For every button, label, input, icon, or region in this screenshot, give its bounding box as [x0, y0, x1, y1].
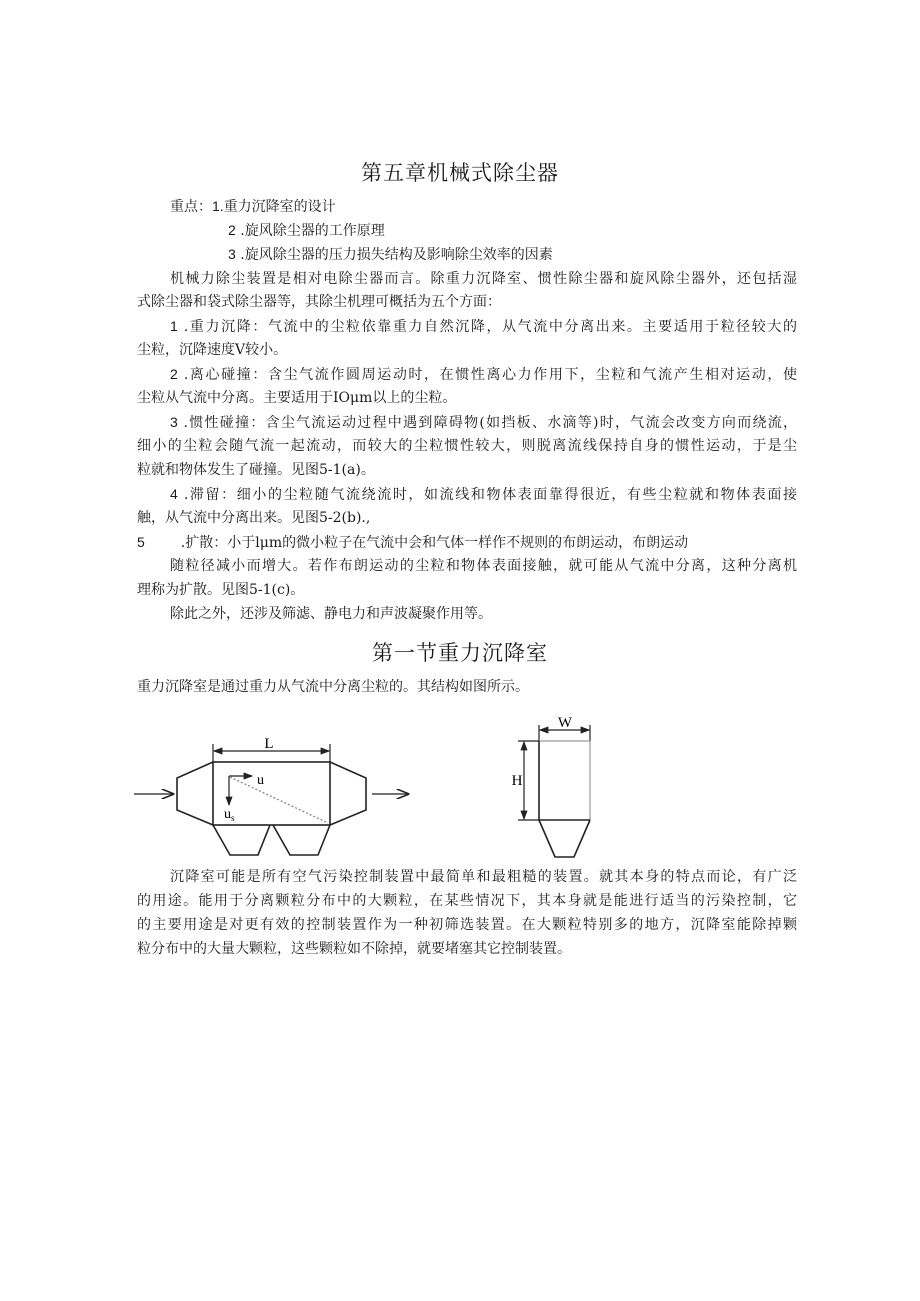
- key-point-text: .旋风除尘器的压力损失结构及影响除尘效率的因素: [240, 247, 553, 263]
- mechanism-4-line-1: [170, 482, 797, 507]
- mechanism-1-line-1: [170, 314, 797, 339]
- label-W: W: [557, 715, 573, 731]
- mechanism-num: 5: [137, 534, 145, 550]
- mechanism-text: .离心碰撞：含尘气流作圆周运动时，在惯性离心力作用下，尘粒和气流产生相对运动，使: [183, 367, 797, 383]
- label-H: H: [511, 773, 523, 789]
- section-title: 第一节重力沉降室: [372, 641, 548, 665]
- key-points-label: 重点：: [170, 199, 212, 215]
- key-point-3: [228, 242, 553, 267]
- mechanism-text: .惯性碰撞：含尘气流运动过程中遇到障碍物(如挡板、水滴等)时，气流会改变方向而绕流，: [183, 415, 798, 431]
- key-point-2: [228, 218, 385, 243]
- closing-line: 除此之外，还涉及筛滤、静电力和声波凝聚作用等。: [170, 606, 492, 622]
- body-line-2: 的用途。能用于分离颗粒分布中的大颗粒，在某些情况下，其本身就是能进行适当的污染控制，它: [137, 893, 797, 909]
- section-hopper: [539, 820, 590, 857]
- body-line-3: 的主要用途是对更有效的控制装置作为一种初筛选装置。在大颗粒特别多的地方，沉降室能除掉颗: [137, 917, 797, 933]
- mechanism-5-line-3: 理称为扩散。见图5-1(c)。: [137, 582, 305, 598]
- mechanism-3-line-2: 细小的尘粒会随气流一起流动，而较大的尘粒惯性较大，则脱离流线保持自身的惯性运动，于是尘: [137, 438, 797, 454]
- mechanism-2-line-1: [170, 362, 797, 387]
- section-intro: 重力沉降室是通过重力从气流中分离尘粒的。其结构如图所示。: [137, 679, 529, 695]
- mechanism-5-line-2: 随粒径减小而增大。若作布朗运动的尘粒和物体表面接触，就可能从气流中分离，这种分离机: [170, 558, 797, 574]
- chapter-title: 第五章机械式除尘器: [361, 161, 559, 185]
- body-line-1: 沉降室可能是所有空气污染控制装置中最简单和最粗糙的装置。就其本身的特点而论，有广泛: [170, 869, 797, 885]
- mechanism-text: .重力沉降：气流中的尘粒依靠重力自然沉降，从气流中分离出来。主要适用于粒径较大的: [183, 319, 797, 335]
- intro-line-1: 机械力除尘装置是相对电除尘器而言。除重力沉降室、惯性除尘器和旋风除尘器外，还包括湿: [170, 271, 797, 287]
- key-point-num: 1.: [212, 198, 224, 214]
- mechanism-num: 3: [170, 414, 178, 430]
- mechanism-4-line-2: 触，从气流中分离出来。见图5-2(b).,: [137, 510, 371, 526]
- mechanism-3-line-3: 粒就和物体发生了碰撞。见图5-1(a)。: [137, 462, 375, 478]
- key-point-text: 重力沉降室的设计: [223, 199, 336, 215]
- mechanism-text: .扩散：小于lμm的微小粒子在气流中会和气体一样作不规则的布朗运动，布朗运动: [180, 535, 689, 551]
- mechanism-text: .滞留：细小的尘粒随气流绕流时，如流线和物体表面靠得很近，有些尘粒就和物体表面接: [183, 487, 797, 503]
- mechanism-1-line-2: 尘粒，沉降速度V较小。: [137, 342, 288, 358]
- key-point-1: [170, 194, 336, 219]
- key-point-num: 2: [228, 222, 236, 238]
- mechanism-5-line-1: [137, 530, 688, 555]
- intro-line-2: 式除尘器和袋式除尘器等，其除尘机理可概括为五个方面：: [137, 294, 501, 310]
- label-u: u: [257, 773, 264, 788]
- body-line-4: 粒分布中的大量大颗粒，这些颗粒如不除掉，就要堵塞其它控制装置。: [137, 941, 571, 957]
- mechanism-2-line-2: 尘粒从气流中分离。主要适用于IOμm以上的尘粒。: [137, 390, 457, 406]
- mechanism-num: 1: [170, 318, 178, 334]
- label-L: L: [264, 736, 274, 752]
- mechanism-num: 2: [170, 366, 178, 382]
- mechanism-num: 4: [170, 486, 178, 502]
- mechanism-3-line-1: [170, 410, 797, 435]
- label-us: $u_s$: [224, 807, 235, 823]
- key-point-text: .旋风除尘器的工作原理: [240, 223, 385, 239]
- key-point-num: 3: [228, 246, 236, 262]
